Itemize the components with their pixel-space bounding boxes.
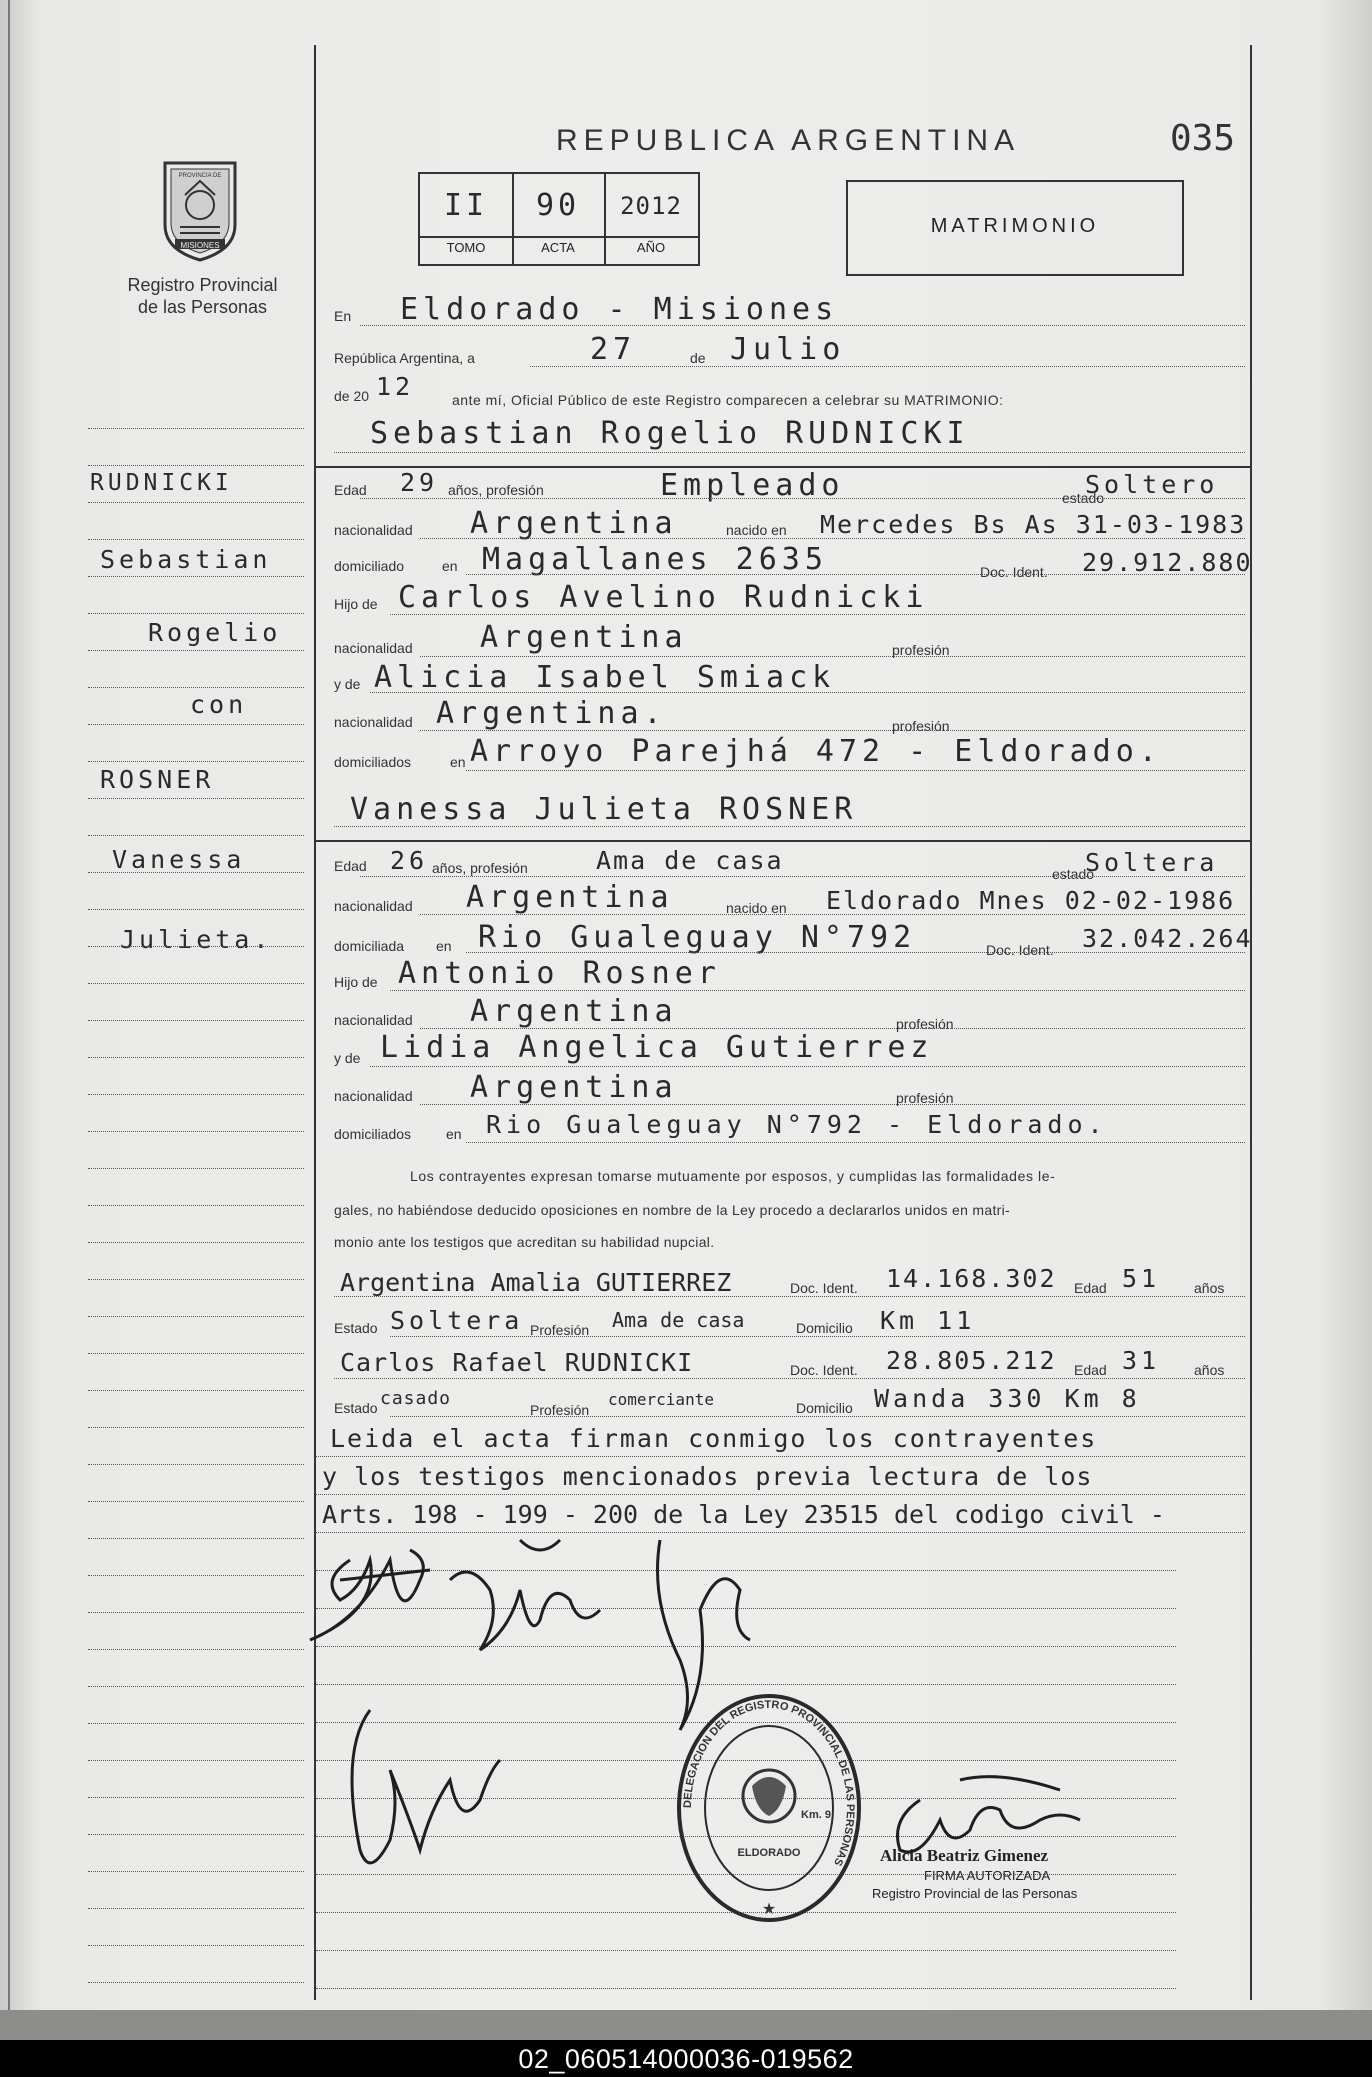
acta-value: 90 — [535, 188, 581, 223]
declaration-line: Los contrayentes expresan tomarse mutuamente por esposos, y cumplidas las formalidades le- — [410, 1168, 1056, 1184]
signature-oficial — [898, 1777, 1081, 1852]
signature-testigo-1 — [450, 1540, 600, 1650]
registry-name — [90, 274, 315, 318]
bride-full-name: Vanessa Julieta ROSNER — [350, 792, 858, 827]
document-type-box — [846, 180, 1184, 276]
margin-note: Julieta. — [120, 925, 273, 954]
witness1-name: Argentina Amalia GUTIERREZ — [340, 1268, 732, 1297]
svg-text:DELEGACION DEL REGISTRO PROVIN: DELEGACION DEL REGISTRO PROVINCIAL DE LAS PERSONAS — [681, 1698, 857, 1868]
acta-label: ACTA — [541, 240, 575, 255]
day-value: 27 — [590, 332, 637, 367]
svg-text:Km. 9: Km. 9 — [801, 1809, 831, 1821]
tomo-label: TOMO — [446, 240, 486, 255]
svg-text:PROVINCIA DE: PROVINCIA DE — [178, 173, 222, 179]
official-registry: Registro Provincial de las Personas — [872, 1886, 1078, 1901]
margin-note: con — [190, 690, 248, 719]
closing-line: Arts. 198 - 199 - 200 de la Ley 23515 del codigo civil - — [322, 1500, 1165, 1529]
witness2-name: Carlos Rafael RUDNICKI — [340, 1348, 694, 1377]
signature-contrayente-1 — [310, 1550, 430, 1640]
groom-full-name: Sebastian Rogelio RUDNICKI — [370, 416, 970, 451]
closing-line: Leida el acta firman conmigo los contrayentes — [330, 1424, 1098, 1453]
svg-text:★: ★ — [761, 1901, 777, 1918]
registry-name-line1: Registro Provincial — [127, 275, 278, 295]
anio-label: AÑO — [636, 240, 666, 255]
place-value: Eldorado - Misiones — [400, 292, 839, 327]
margin-note: ROSNER — [100, 765, 215, 794]
margin-note: RUDNICKI — [90, 470, 233, 496]
footer-image-id: 02_060514000036-019562 — [518, 2044, 854, 2074]
page-number: 035 — [1170, 118, 1236, 159]
misiones-emblem-icon — [155, 155, 245, 265]
official-title: FIRMA AUTORIZADA — [924, 1868, 1051, 1883]
declaration-line: monio ante los testigos que acreditan su habilidad nupcial. — [334, 1234, 715, 1250]
margin-note: Sebastian — [100, 545, 272, 574]
year-value: 12 — [376, 372, 415, 401]
margin-note: Vanessa — [112, 845, 246, 874]
scan-edge — [0, 2010, 1372, 2040]
official-name: Alicia Beatriz Gimenez — [880, 1846, 1049, 1865]
registry-name-line2: de las Personas — [137, 297, 268, 317]
anio-value: 2012 — [620, 192, 682, 220]
margin-note: Rogelio — [148, 618, 282, 647]
svg-text:ELDORADO: ELDORADO — [737, 1847, 801, 1859]
svg-text:MISIONES: MISIONES — [180, 241, 220, 250]
document-type: MATRIMONIO — [930, 215, 1100, 237]
country-title: REPUBLICA ARGENTINA — [556, 124, 1021, 157]
signature-contrayente-2 — [352, 1710, 500, 1863]
binding-edge — [8, 0, 10, 2010]
closing-line: y los testigos mencionados previa lectura de los — [322, 1462, 1093, 1491]
declaration-line: gales, no habiéndose deducido oposiciones en nombre de la Ley procedo a declararlos unidos en matri- — [334, 1202, 1010, 1218]
tomo-value: II — [443, 188, 489, 223]
month-value: Julio — [730, 332, 846, 367]
delegation-stamp — [674, 1678, 864, 1938]
record-box — [418, 172, 700, 266]
